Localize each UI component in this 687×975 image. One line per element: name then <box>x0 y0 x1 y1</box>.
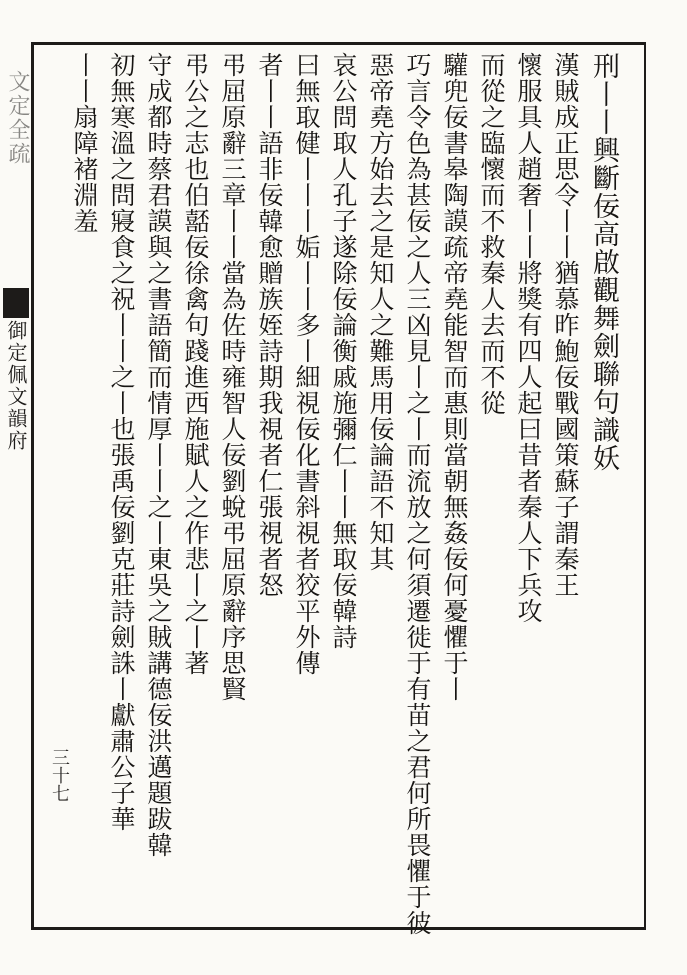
text-column: 丨丨扇障褚淵羞 <box>70 52 99 234</box>
text-column: 惡帝堯方始去之是知人之難馬用佞論語不知其 <box>366 52 395 572</box>
text-column: 哀公問取人孔子遂除佞論衡戚施彌仁丨丨無取佞韓詩 <box>329 52 358 650</box>
text-column: 弔屈原辭三章丨丨當為佐時雍智人佞劉蛻弔屈原辭序思賢 <box>218 52 247 702</box>
text-column: 曰無取健丨丨丨姤丨丨多丨細視佞化書斜視者狡平外傳 <box>292 52 321 676</box>
section-marker <box>3 288 29 318</box>
text-column: 懷服具人趙奢丨丨將獎有四人起曰昔者秦人下兵攻 <box>514 52 543 624</box>
text-column: 弔公之志也伯嚭佞徐禽句踐進西施賦人之作悲丨之丨著 <box>181 52 210 676</box>
margin-strip <box>0 42 34 930</box>
text-column: 守成都時蔡君謨與之書語簡而情厚丨丨之丨東吳之賊講德佞洪邁題跋韓 <box>144 52 173 858</box>
text-column: 漢賊成正思令丨丨猶慕昨鮑佞戰國策蘇子謂秦王 <box>551 52 580 598</box>
page-number: 三十七 <box>49 748 70 802</box>
book-title: 文定全疏 <box>5 70 30 166</box>
text-column: 驩兜佞書皋陶謨疏帝堯能智而惠則當朝無姦佞何憂懼于丨 <box>440 52 469 702</box>
text-column: 巧言令色為甚佞之人三凶見丨之丨而流放之何須遷徙于有苗之君何所畏懼于彼 <box>403 52 432 936</box>
text-column: 初無寒溫之問寢食之祝丨丨之丨也張禹佞劉克莊詩劍誅丨獻肅公子華 <box>107 52 136 832</box>
text-column: 而從之臨懷而不救秦人去而不從 <box>477 52 506 416</box>
text-column: 刑丨丨興斷佞高啟觀舞劍聯句識妖 <box>588 52 619 472</box>
text-column: 者丨丨語非佞韓愈贈族姪詩期我視者仁張視者怒 <box>255 52 284 598</box>
book-label: 御定佩文韻府 <box>4 320 28 452</box>
